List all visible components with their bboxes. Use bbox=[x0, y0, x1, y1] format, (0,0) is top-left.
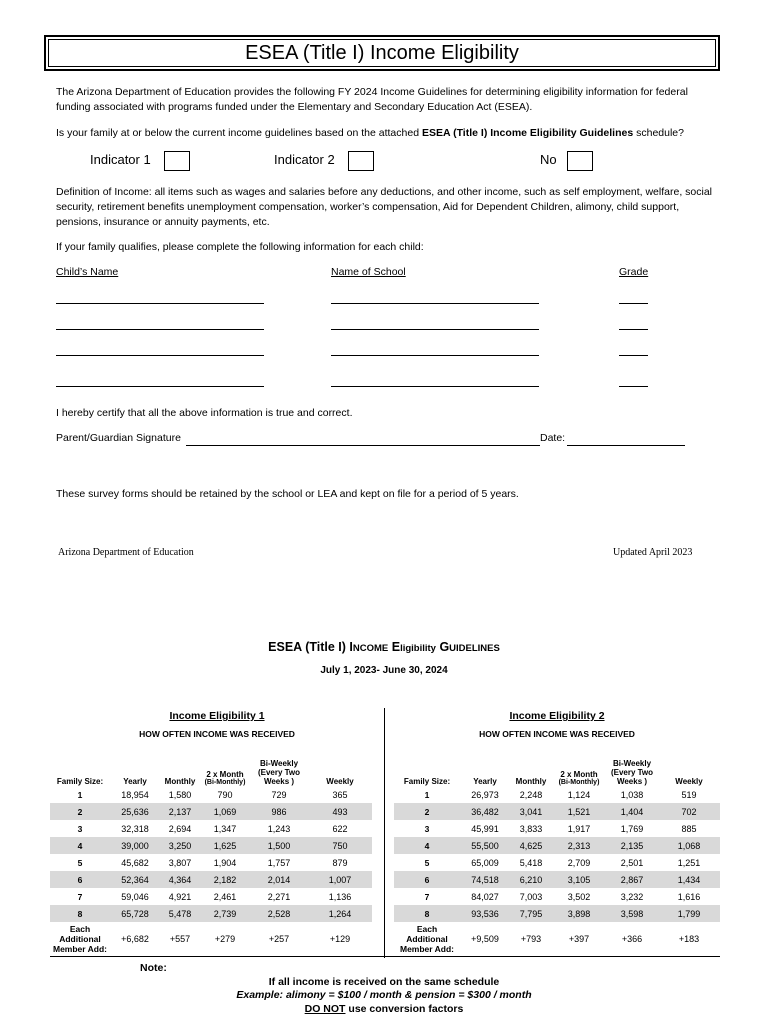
twice-month-cell: 2,313 bbox=[552, 837, 606, 854]
guidelines-title-part: ESEA (Title I) I bbox=[268, 640, 353, 654]
twice-month-cell: 1,124 bbox=[567, 789, 591, 800]
monthly-cell: 7,003 bbox=[519, 891, 543, 902]
certify-statement: I hereby certify that all the above information is true and correct. bbox=[56, 407, 353, 419]
weekly-cell: 750 bbox=[308, 837, 372, 854]
family-size-cell: 4 bbox=[394, 837, 460, 854]
weekly-cell: 1,007 bbox=[308, 871, 372, 888]
footer-updated: Updated April 2023 bbox=[613, 547, 693, 558]
twice-month-cell: 2,461 bbox=[213, 891, 237, 902]
grade-header: Grade bbox=[619, 266, 649, 278]
table-row bbox=[50, 786, 372, 803]
table-1-header-row bbox=[50, 746, 372, 786]
date-label: Date: bbox=[540, 432, 566, 444]
additional-member-row bbox=[50, 922, 372, 956]
label-text: Each bbox=[69, 924, 91, 934]
family-size-cell: 8 bbox=[50, 905, 110, 922]
family-size-cell: 7 bbox=[424, 891, 430, 902]
indicator-1-checkbox[interactable] bbox=[164, 151, 190, 171]
weekly-cell: 879 bbox=[332, 857, 348, 868]
table-row bbox=[394, 837, 720, 854]
monthly-cell: 5,478 bbox=[160, 905, 200, 922]
biweekly-cell: 2,014 bbox=[250, 871, 308, 888]
twice-month-cell: 3,898 bbox=[552, 905, 606, 922]
monthly-cell: 3,250 bbox=[160, 837, 200, 854]
monthly-cell: 4,364 bbox=[160, 871, 200, 888]
biweekly-cell: 2,528 bbox=[250, 905, 308, 922]
guidelines-period: July 1, 2023- June 30, 2024 bbox=[320, 665, 448, 676]
grade-line[interactable] bbox=[619, 386, 648, 387]
no-label: No bbox=[540, 152, 557, 167]
header-text: (Every Two bbox=[257, 768, 301, 777]
biweekly-cell: 729 bbox=[271, 789, 287, 800]
note-emphasis: DO NOT bbox=[304, 1003, 346, 1015]
header-biweekly bbox=[250, 746, 308, 786]
intro-paragraph: The Arizona Department of Education provides the following FY 2024 Income Guidelines for determining eligibility information for federal funding associated with programs funded under the Elementary and Secondary Education Act (ESEA). bbox=[56, 86, 688, 113]
child-name-line[interactable] bbox=[56, 329, 264, 330]
additional-weekly: +129 bbox=[329, 934, 351, 944]
weekly-cell: 519 bbox=[681, 789, 697, 800]
table-1-subtitle: HOW OFTEN INCOME WAS RECEIVED bbox=[139, 729, 295, 739]
yearly-cell: 26,973 bbox=[471, 789, 499, 800]
yearly-cell: 84,027 bbox=[471, 891, 499, 902]
additional-yearly: +9,509 bbox=[471, 934, 499, 944]
twice-month-cell: 2,182 bbox=[200, 871, 250, 888]
biweekly-cell: 1,769 bbox=[620, 823, 644, 834]
question-text-pre: Is your family at or below the current income guidelines based on the attached bbox=[56, 127, 422, 139]
yearly-cell: 45,991 bbox=[471, 823, 499, 834]
additional-twice-month: +397 bbox=[568, 934, 590, 944]
family-size-cell: 3 bbox=[424, 823, 430, 834]
retention-notice: These survey forms should be retained by the school or LEA and kept on file for a period of 5 years. bbox=[56, 488, 519, 500]
school-name-line[interactable] bbox=[331, 386, 539, 387]
table-2-header-row bbox=[394, 746, 720, 786]
header-text: (Bi-Monthly) bbox=[558, 779, 600, 786]
qualifies-instruction: If your family qualifies, please complete the following information for each child: bbox=[56, 241, 424, 253]
twice-month-cell: 1,521 bbox=[552, 803, 606, 820]
yearly-cell: 18,954 bbox=[121, 789, 149, 800]
family-size-cell: 4 bbox=[50, 837, 110, 854]
additional-member-row bbox=[394, 922, 720, 956]
yearly-cell: 25,636 bbox=[110, 803, 160, 820]
biweekly-cell: 1,243 bbox=[267, 823, 291, 834]
income-table-2 bbox=[394, 708, 720, 956]
child-name-line[interactable] bbox=[56, 355, 264, 356]
twice-month-cell: 1,904 bbox=[213, 857, 237, 868]
additional-monthly: +793 bbox=[520, 934, 542, 944]
income-definition: Definition of Income: all items such as wages and salaries before any deductions, and other income, such as self employment, welfare, social security, retirement benefits unemployment compensation, worker’s compensation, Aid for Dependent Children, alimony, child support, pensions, insurance or annuity payments, etc. bbox=[56, 186, 713, 228]
question-text-bold: ESEA (Title I) Income Eligibility Guidelines bbox=[421, 127, 634, 139]
guidelines-title-part: UIDELINES bbox=[449, 643, 500, 654]
twice-month-cell: 1,347 bbox=[213, 823, 237, 834]
yearly-cell: 45,682 bbox=[121, 857, 149, 868]
question-text-post: schedule? bbox=[633, 127, 684, 139]
yearly-cell: 32,318 bbox=[121, 823, 149, 834]
header-twice-month bbox=[200, 746, 250, 786]
twice-month-cell: 3,502 bbox=[567, 891, 591, 902]
date-line[interactable] bbox=[567, 445, 685, 446]
child-name-line[interactable] bbox=[56, 303, 264, 304]
yearly-cell: 65,009 bbox=[471, 857, 499, 868]
grade-line[interactable] bbox=[619, 303, 648, 304]
family-size-cell: 6 bbox=[394, 871, 460, 888]
signature-line[interactable] bbox=[186, 445, 540, 446]
family-size-cell: 7 bbox=[77, 891, 83, 902]
twice-month-cell: 790 bbox=[217, 789, 233, 800]
yearly-cell: 39,000 bbox=[110, 837, 160, 854]
eligibility-question bbox=[56, 126, 716, 141]
header-biweekly bbox=[606, 746, 658, 786]
yearly-cell: 55,500 bbox=[460, 837, 510, 854]
table-row bbox=[394, 905, 720, 922]
school-name-header: Name of School bbox=[331, 266, 406, 278]
note-line-2: Example: alimony = $100 / month & pension = $300 / month bbox=[236, 989, 532, 1001]
header-yearly: Yearly bbox=[123, 777, 147, 786]
yearly-cell: 74,518 bbox=[460, 871, 510, 888]
yearly-cell: 52,364 bbox=[110, 871, 160, 888]
family-size-cell: 5 bbox=[77, 857, 83, 868]
indicator-1-label: Indicator 1 bbox=[90, 152, 151, 167]
table-row bbox=[394, 803, 720, 820]
biweekly-cell: 1,404 bbox=[606, 803, 658, 820]
weekly-cell: 1,068 bbox=[658, 837, 720, 854]
monthly-cell: 4,625 bbox=[510, 837, 552, 854]
yearly-cell: 36,482 bbox=[460, 803, 510, 820]
header-yearly: Yearly bbox=[473, 777, 497, 786]
note-line-3 bbox=[0, 1003, 768, 1015]
label-text: Member Add: bbox=[400, 944, 454, 954]
table-row bbox=[50, 888, 372, 905]
indicator-2-label: Indicator 2 bbox=[274, 152, 335, 167]
weekly-cell: 622 bbox=[332, 823, 348, 834]
header-text: Weeks ) bbox=[616, 777, 648, 786]
grade-line[interactable] bbox=[619, 329, 648, 330]
monthly-cell: 7,795 bbox=[510, 905, 552, 922]
additional-weekly: +183 bbox=[678, 934, 700, 944]
table-bottom-rule bbox=[50, 956, 720, 957]
table-row bbox=[394, 888, 720, 905]
additional-biweekly: +366 bbox=[621, 934, 643, 944]
form-title-box bbox=[44, 35, 720, 71]
guidelines-title bbox=[0, 640, 768, 654]
table-2-grid bbox=[394, 746, 720, 956]
guidelines-title-part: E bbox=[388, 640, 401, 654]
label-text: Member Add: bbox=[53, 944, 107, 954]
yearly-cell: 93,536 bbox=[460, 905, 510, 922]
twice-month-cell: 1,917 bbox=[567, 823, 591, 834]
grade-line[interactable] bbox=[619, 355, 648, 356]
label-text: Additional bbox=[59, 934, 101, 944]
monthly-cell: 4,921 bbox=[168, 891, 192, 902]
note-label: Note: bbox=[140, 962, 167, 974]
monthly-cell: 2,137 bbox=[160, 803, 200, 820]
biweekly-cell: 3,598 bbox=[606, 905, 658, 922]
header-family-size: Family Size: bbox=[56, 777, 104, 786]
header-text: Weeks ) bbox=[263, 777, 295, 786]
biweekly-cell: 1,038 bbox=[620, 789, 644, 800]
table-row bbox=[394, 871, 720, 888]
monthly-cell: 3,041 bbox=[510, 803, 552, 820]
table-1-title: Income Eligibility 1 bbox=[169, 710, 265, 722]
monthly-cell: 5,418 bbox=[519, 857, 543, 868]
table-row bbox=[50, 905, 372, 922]
additional-yearly: +6,682 bbox=[121, 934, 149, 944]
yearly-cell: 59,046 bbox=[121, 891, 149, 902]
additional-biweekly: +257 bbox=[268, 934, 290, 944]
twice-month-cell: 1,625 bbox=[200, 837, 250, 854]
table-row bbox=[394, 820, 720, 837]
weekly-cell: 1,434 bbox=[658, 871, 720, 888]
monthly-cell: 2,248 bbox=[519, 789, 543, 800]
header-family-size: Family Size: bbox=[403, 777, 451, 786]
family-size-cell: 1 bbox=[77, 789, 83, 800]
childs-name-header: Child’s Name bbox=[56, 266, 119, 278]
table-row bbox=[50, 820, 372, 837]
header-weekly: Weekly bbox=[675, 777, 703, 786]
biweekly-cell: 2,867 bbox=[606, 871, 658, 888]
twice-month-cell: 2,739 bbox=[200, 905, 250, 922]
header-text: (Bi-Monthly) bbox=[204, 779, 246, 786]
header-monthly: Monthly bbox=[515, 777, 547, 786]
header-text: Bi-Weekly bbox=[612, 759, 652, 768]
biweekly-cell: 986 bbox=[250, 803, 308, 820]
weekly-cell: 1,136 bbox=[328, 891, 352, 902]
label-text: Additional bbox=[406, 934, 448, 944]
biweekly-cell: 1,500 bbox=[250, 837, 308, 854]
table-2-subtitle: HOW OFTEN INCOME WAS RECEIVED bbox=[479, 729, 635, 739]
weekly-cell: 365 bbox=[332, 789, 348, 800]
header-text: 2 x Month bbox=[206, 770, 244, 779]
family-size-cell: 6 bbox=[50, 871, 110, 888]
table-row bbox=[394, 854, 720, 871]
additional-member-label bbox=[50, 922, 110, 956]
guidelines-title-part: ligibility bbox=[400, 643, 436, 654]
table-1-grid bbox=[50, 746, 372, 956]
header-monthly: Monthly bbox=[164, 777, 196, 786]
table-divider bbox=[384, 708, 385, 958]
biweekly-cell: 1,757 bbox=[267, 857, 291, 868]
monthly-cell: 2,694 bbox=[168, 823, 192, 834]
table-row bbox=[50, 871, 372, 888]
weekly-cell: 1,251 bbox=[677, 857, 701, 868]
header-weekly: Weekly bbox=[326, 777, 354, 786]
twice-month-cell: 1,069 bbox=[200, 803, 250, 820]
monthly-cell: 3,807 bbox=[168, 857, 192, 868]
school-name-line[interactable] bbox=[331, 329, 539, 330]
twice-month-cell: 2,709 bbox=[567, 857, 591, 868]
header-text: 2 x Month bbox=[560, 770, 598, 779]
weekly-cell: 702 bbox=[658, 803, 720, 820]
guidelines-title-part: NCOME bbox=[352, 643, 389, 654]
twice-month-cell: 3,105 bbox=[552, 871, 606, 888]
family-size-cell: 1 bbox=[424, 789, 430, 800]
family-size-cell: 2 bbox=[394, 803, 460, 820]
weekly-cell: 493 bbox=[308, 803, 372, 820]
table-row bbox=[394, 786, 720, 803]
form-title: ESEA (Title I) Income Eligibility bbox=[48, 39, 716, 67]
family-size-cell: 5 bbox=[424, 857, 430, 868]
weekly-cell: 1,616 bbox=[677, 891, 701, 902]
table-row bbox=[50, 803, 372, 820]
school-name-line[interactable] bbox=[331, 303, 539, 304]
monthly-cell: 3,833 bbox=[519, 823, 543, 834]
child-name-line[interactable] bbox=[56, 386, 264, 387]
label-text: Each bbox=[416, 924, 438, 934]
weekly-cell: 1,264 bbox=[308, 905, 372, 922]
indicator-2-checkbox[interactable] bbox=[348, 151, 374, 171]
additional-monthly: +557 bbox=[169, 934, 191, 944]
header-twice-month bbox=[552, 746, 606, 786]
table-2-title: Income Eligibility 2 bbox=[509, 710, 605, 722]
note-text: use conversion factors bbox=[345, 1003, 464, 1015]
additional-member-label bbox=[394, 922, 460, 956]
biweekly-cell: 2,135 bbox=[606, 837, 658, 854]
signature-label: Parent/Guardian Signature bbox=[56, 432, 181, 444]
family-size-cell: 8 bbox=[394, 905, 460, 922]
header-text: Bi-Weekly bbox=[259, 759, 299, 768]
monthly-cell: 1,580 bbox=[168, 789, 192, 800]
family-size-cell: 3 bbox=[77, 823, 83, 834]
header-text: (Every Two bbox=[610, 768, 654, 777]
weekly-cell: 885 bbox=[681, 823, 697, 834]
additional-twice-month: +279 bbox=[214, 934, 236, 944]
note-line-1: If all income is received on the same schedule bbox=[268, 976, 500, 988]
school-name-line[interactable] bbox=[331, 355, 539, 356]
table-row bbox=[50, 837, 372, 854]
table-row bbox=[50, 854, 372, 871]
biweekly-cell: 3,232 bbox=[620, 891, 644, 902]
yearly-cell: 65,728 bbox=[110, 905, 160, 922]
family-size-cell: 2 bbox=[50, 803, 110, 820]
biweekly-cell: 2,271 bbox=[267, 891, 291, 902]
footer-agency: Arizona Department of Education bbox=[58, 547, 194, 558]
guidelines-title-part: G bbox=[435, 640, 450, 654]
biweekly-cell: 2,501 bbox=[620, 857, 644, 868]
monthly-cell: 6,210 bbox=[510, 871, 552, 888]
weekly-cell: 1,799 bbox=[658, 905, 720, 922]
income-table-1 bbox=[50, 708, 384, 956]
no-checkbox[interactable] bbox=[567, 151, 593, 171]
